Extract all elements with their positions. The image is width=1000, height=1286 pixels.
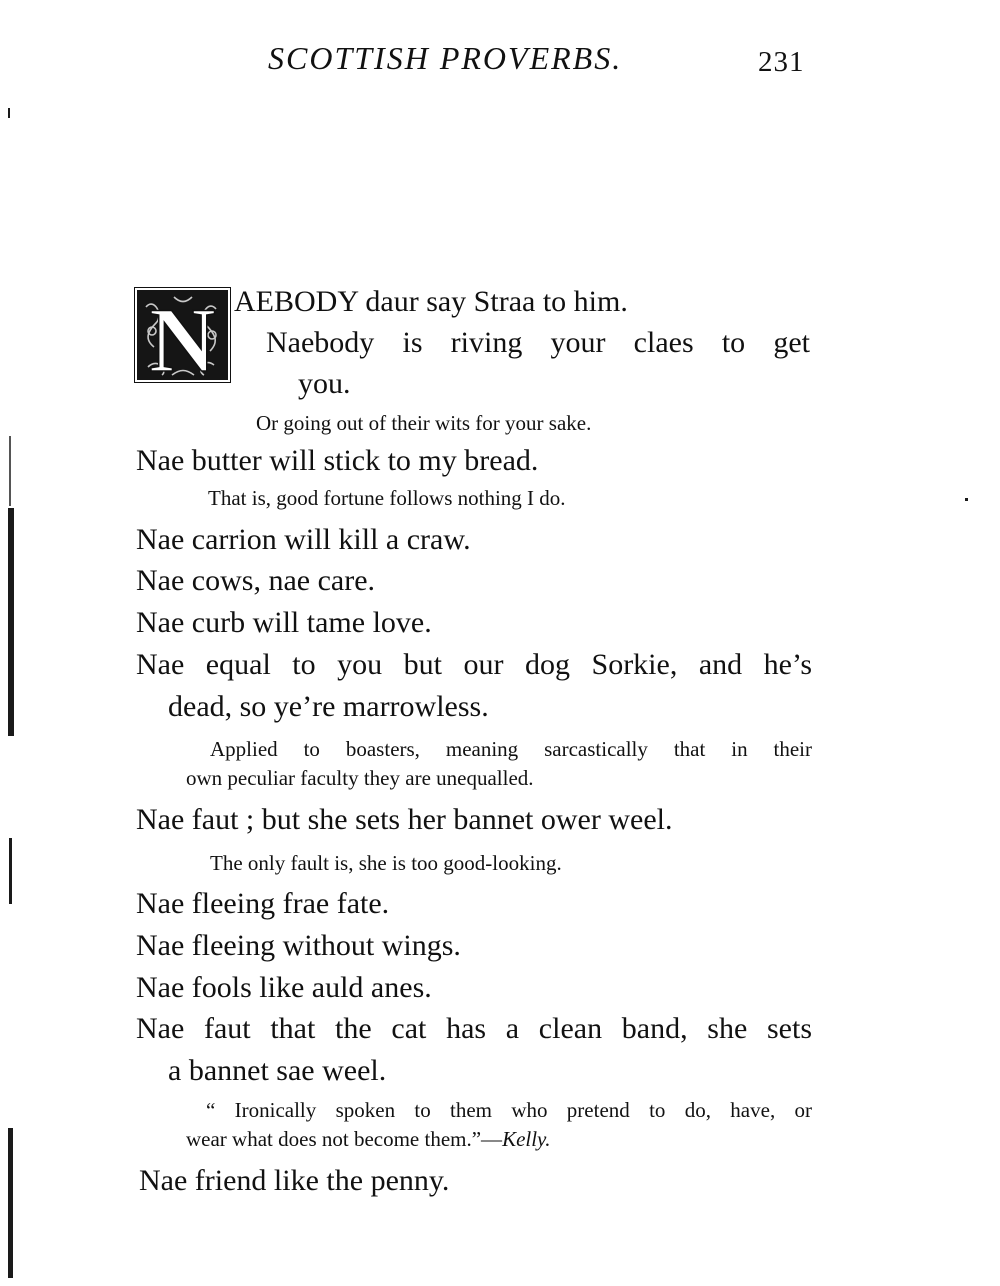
gloss-12-attribution: Kelly. bbox=[502, 1127, 551, 1151]
proverb-4: Nae carrion will kill a craw. bbox=[136, 523, 471, 556]
proverb-9: Nae fleeing frae fate. bbox=[136, 887, 390, 920]
proverb-2-line-2: you. bbox=[298, 367, 351, 400]
page-number: 231 bbox=[758, 46, 805, 78]
proverb-12-line-2: a bannet sae weel. bbox=[168, 1054, 387, 1087]
scan-speck bbox=[965, 498, 968, 501]
proverb-2-line-1: Naebody is riving your claes to get bbox=[266, 326, 810, 359]
gloss-8: The only fault is, she is too good-looking. bbox=[210, 851, 562, 875]
gloss-7-line-2: own peculiar faculty they are unequalled. bbox=[186, 766, 534, 790]
gloss-2: Or going out of their wits for your sake. bbox=[256, 411, 592, 435]
initial-letter: N bbox=[149, 289, 216, 383]
proverb-7-line-1: Nae equal to you but our dog Sorkie, and he’s bbox=[136, 648, 812, 681]
gloss-12-text: wear what does not become them.”— bbox=[186, 1127, 503, 1151]
scan-edge-mark bbox=[8, 1128, 13, 1278]
proverb-12-line-1: Nae faut that the cat has a clean band, she sets bbox=[136, 1012, 812, 1045]
gloss-12-line-1: “ Ironically spoken to them who pretend to do, have, or bbox=[206, 1098, 812, 1122]
proverb-7-line-2: dead, so ye’re marrowless. bbox=[168, 690, 489, 723]
proverb-1-line-1: AEBODY daur say Straa to him. bbox=[234, 285, 628, 318]
proverb-3: Nae butter will stick to my bread. bbox=[136, 444, 539, 477]
scan-edge-mark bbox=[8, 508, 14, 736]
ornamental-initial-n bbox=[134, 287, 231, 383]
gloss-7-line-1: Applied to boasters, meaning sarcastically that in their bbox=[210, 737, 812, 761]
gloss-3: That is, good fortune follows nothing I do. bbox=[208, 486, 566, 510]
proverb-11: Nae fools like auld anes. bbox=[136, 971, 432, 1004]
proverb-5: Nae cows, nae care. bbox=[136, 564, 376, 597]
proverb-8: Nae faut ; but she sets her bannet ower weel. bbox=[136, 803, 673, 836]
scan-edge-mark bbox=[9, 838, 12, 904]
running-head: SCOTTISH PROVERBS. bbox=[268, 40, 623, 76]
proverb-6: Nae curb will tame love. bbox=[136, 606, 432, 639]
proverb-13: Nae friend like the penny. bbox=[139, 1164, 450, 1197]
gloss-12-line-2 bbox=[186, 1125, 550, 1154]
scan-edge-mark bbox=[9, 436, 11, 506]
scan-edge-mark bbox=[8, 108, 10, 118]
proverb-10: Nae fleeing without wings. bbox=[136, 929, 461, 962]
